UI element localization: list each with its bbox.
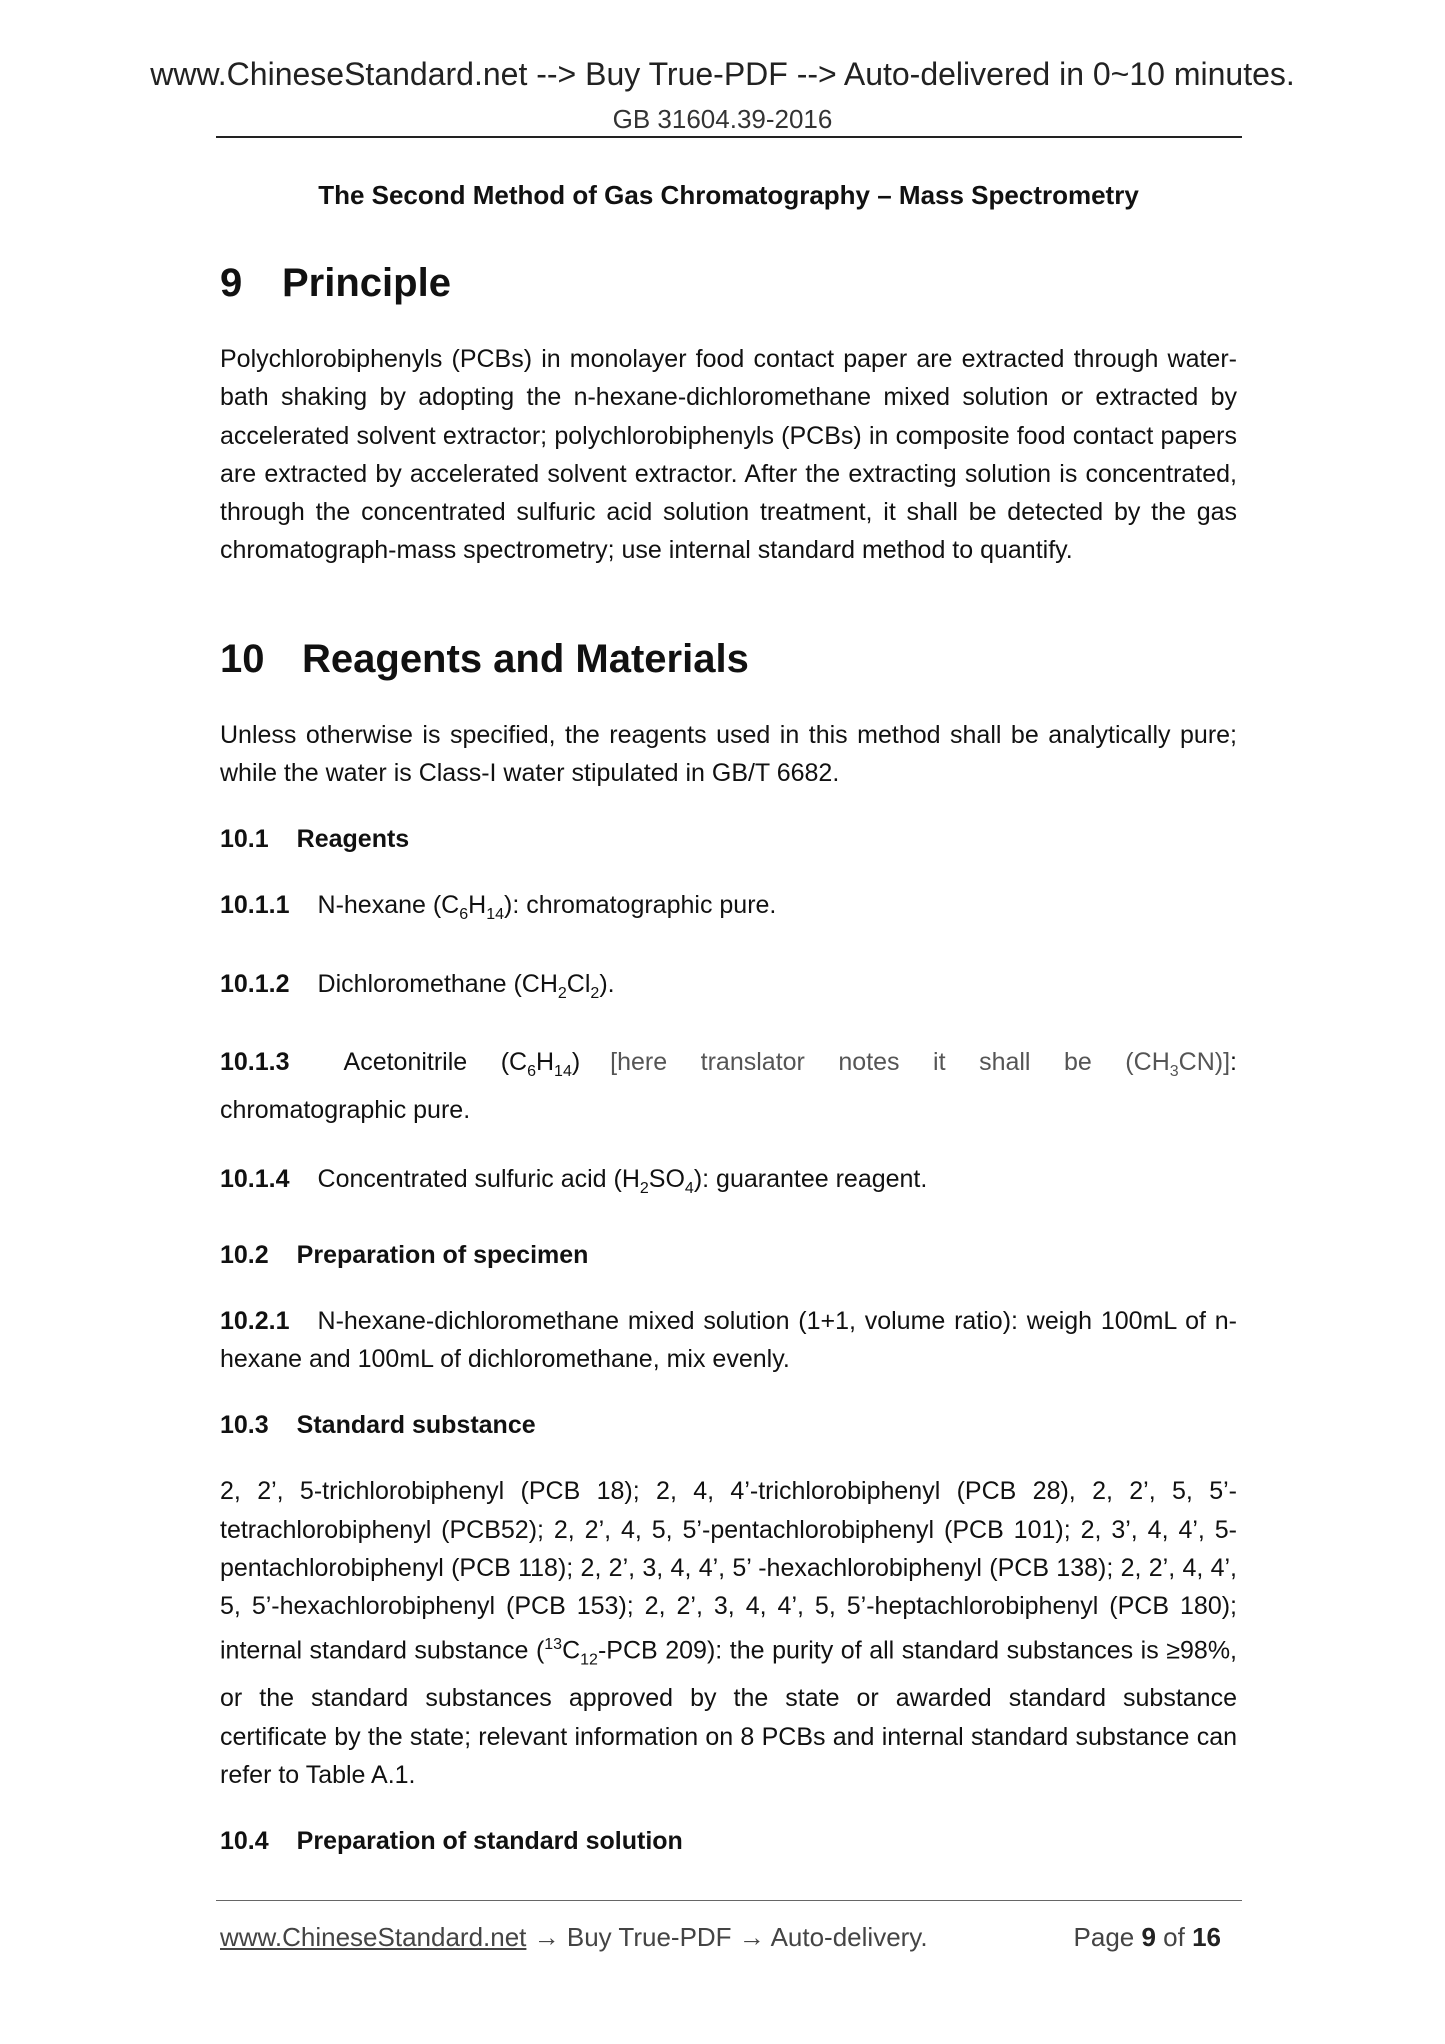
translator-note: [here translator notes it shall be $(CH_3CN)$] — [610, 1047, 1231, 1080]
section-title: Principle — [282, 261, 451, 305]
clause-number: 10.2.1 — [220, 1306, 290, 1335]
subscript: 2 — [639, 1179, 649, 1197]
subscript: 2 — [557, 984, 567, 1002]
clause-text: SO — [648, 1164, 685, 1193]
subsection-title: Standard substance — [296, 1411, 536, 1440]
reagents-intro-paragraph: Unless otherwise is specified, the reagents used in this method shall be analytically pure; while the water is Class-I water stipulated in GB/T 6682. — [220, 720, 1237, 788]
subscript: 4 — [684, 1179, 694, 1197]
section-number: 9 — [220, 261, 243, 305]
subsection-10-1-heading — [220, 822, 1237, 856]
footer-divider — [216, 1900, 1242, 1901]
principle-paragraph: Polychlorobiphenyls (PCBs) in monolayer food contact paper are extracted through water-bath shaking by adopting the n-hexane-dichloromethane mixed solution or extracted by accelerated solvent extractor; polychlorobiphenyls (PCBs) in composite food contact papers are extracted by accelerated solvent extractor. After the extracting solution is concentrated, through the concentrated sulfuric acid solution treatment, it shall be detected by the gas chromatograph-mass spectrometry; use internal standard method to quantify. — [220, 345, 1237, 565]
header-banner: www.ChineseStandard.net --> Buy True-PDF --> Auto-delivered in 0~10 minutes. — [150, 56, 1295, 92]
header-divider — [216, 136, 1242, 138]
clause-10-1-3 — [220, 1043, 1237, 1130]
page-label: of — [1155, 1922, 1193, 1952]
standard-substance-paragraph — [220, 1472, 1237, 1794]
subscript: 14 — [554, 1062, 572, 1080]
clause-text: H — [468, 891, 487, 920]
page-number — [1074, 1922, 1221, 1953]
page-content — [220, 178, 1237, 1858]
section-title: Reagents and Materials — [302, 636, 749, 681]
clause-text: ): chromatographic pure. — [504, 891, 777, 920]
paragraph-text: 2, 2’, 5-trichlorobiphenyl (PCB 18); 2, 4, 4’-trichlorobiphenyl (PCB 28), 2, 2’, 5, 5’-tetrachlorobiphenyl (PCB52); 2, 2’, 4, 5, 5’-pentachlorobiphenyl (PCB 101); 2, 3’, 4, 4’, 5-pentachlorobiphenyl (PCB 118); 2, 2’, 3, 4, 4’, 5’ -hexachlorobiphenyl (PCB 138); 2, 2’, 4, 4’, 5, 5’-hexachlorobiphenyl (PCB 153); 2, 2’, 3, 4, 4’, 5, 5’-heptachlorobiphenyl (PCB 180); internal standard substance ( — [220, 1477, 1237, 1664]
clause-10-2-1 — [220, 1302, 1237, 1379]
subsection-number: 10.2 — [220, 1240, 269, 1269]
subsection-title: Preparation of standard solution — [296, 1827, 683, 1856]
footer-text: → Buy True-PDF → Auto-delivery. — [526, 1922, 928, 1952]
footer-promo — [220, 1922, 928, 1953]
standard-number: GB 31604.39-2016 — [612, 104, 833, 134]
clause-text: H — [535, 1047, 555, 1076]
paragraph-text: -PCB 209): the purity of all standard substances is ≥98%, or the standard substances approved by the state or awarded standard substance certificate by the state; relevant information on 8 PCBs and internal standard substance can refer to Table A.1. — [220, 1635, 1237, 1789]
subsection-number: 10.4 — [220, 1827, 269, 1856]
clause-10-1-1 — [220, 886, 1237, 934]
footer-link[interactable]: www.ChineseStandard.net — [220, 1922, 527, 1952]
clause-text: : chromatographic pure. — [220, 1047, 1237, 1125]
clause-text: N-hexane (C — [317, 891, 460, 920]
subscript: 14 — [486, 906, 505, 924]
clause-text: ) — [571, 1047, 581, 1076]
clause-number: 10.1.1 — [220, 891, 290, 920]
clause-text: Acetonitrile (C — [343, 1047, 528, 1076]
document-title: The Second Method of Gas Chromatography – Mass Spectrometry — [318, 180, 1139, 210]
clause-number: 10.1.4 — [220, 1164, 290, 1193]
clause-10-1-4 — [220, 1160, 1237, 1208]
clause-10-1-2 — [220, 965, 1237, 1013]
subscript: 6 — [459, 906, 469, 924]
superscript: 13 — [544, 1635, 563, 1653]
clause-text: ): guarantee reagent. — [693, 1164, 928, 1193]
section-10-heading — [220, 634, 1237, 684]
clause-number: 10.1.2 — [220, 969, 290, 998]
page-label: Page — [1073, 1922, 1142, 1952]
clause-text: N-hexane-dichloromethane mixed solution (1+1, volume ratio): weigh 100mL of n-hexane and 100mL of dichloromethane, mix evenly. — [220, 1306, 1237, 1374]
subscript: 12 — [580, 1650, 598, 1668]
subsection-title: Reagents — [296, 825, 410, 854]
subscript: 2 — [590, 984, 600, 1002]
paragraph-text: C — [562, 1635, 581, 1664]
total-pages: 16 — [1192, 1922, 1221, 1952]
clause-number: 10.1.3 — [220, 1047, 290, 1076]
section-number: 10 — [220, 636, 265, 681]
subsection-10-2-heading — [220, 1238, 1237, 1272]
section-9-heading — [220, 258, 1237, 308]
subsection-10-3-heading — [220, 1408, 1237, 1442]
current-page: 9 — [1141, 1922, 1156, 1952]
subsection-number: 10.1 — [220, 825, 269, 854]
subsection-title: Preparation of specimen — [296, 1240, 589, 1269]
clause-text: Cl — [566, 969, 591, 998]
clause-text: Dichloromethane (CH — [317, 969, 558, 998]
clause-text: Concentrated sulfuric acid (H — [317, 1164, 640, 1193]
subsection-10-4-heading — [220, 1824, 1237, 1858]
subsection-number: 10.3 — [220, 1411, 269, 1440]
clause-text: ). — [599, 969, 615, 998]
subscript: 6 — [527, 1062, 536, 1080]
